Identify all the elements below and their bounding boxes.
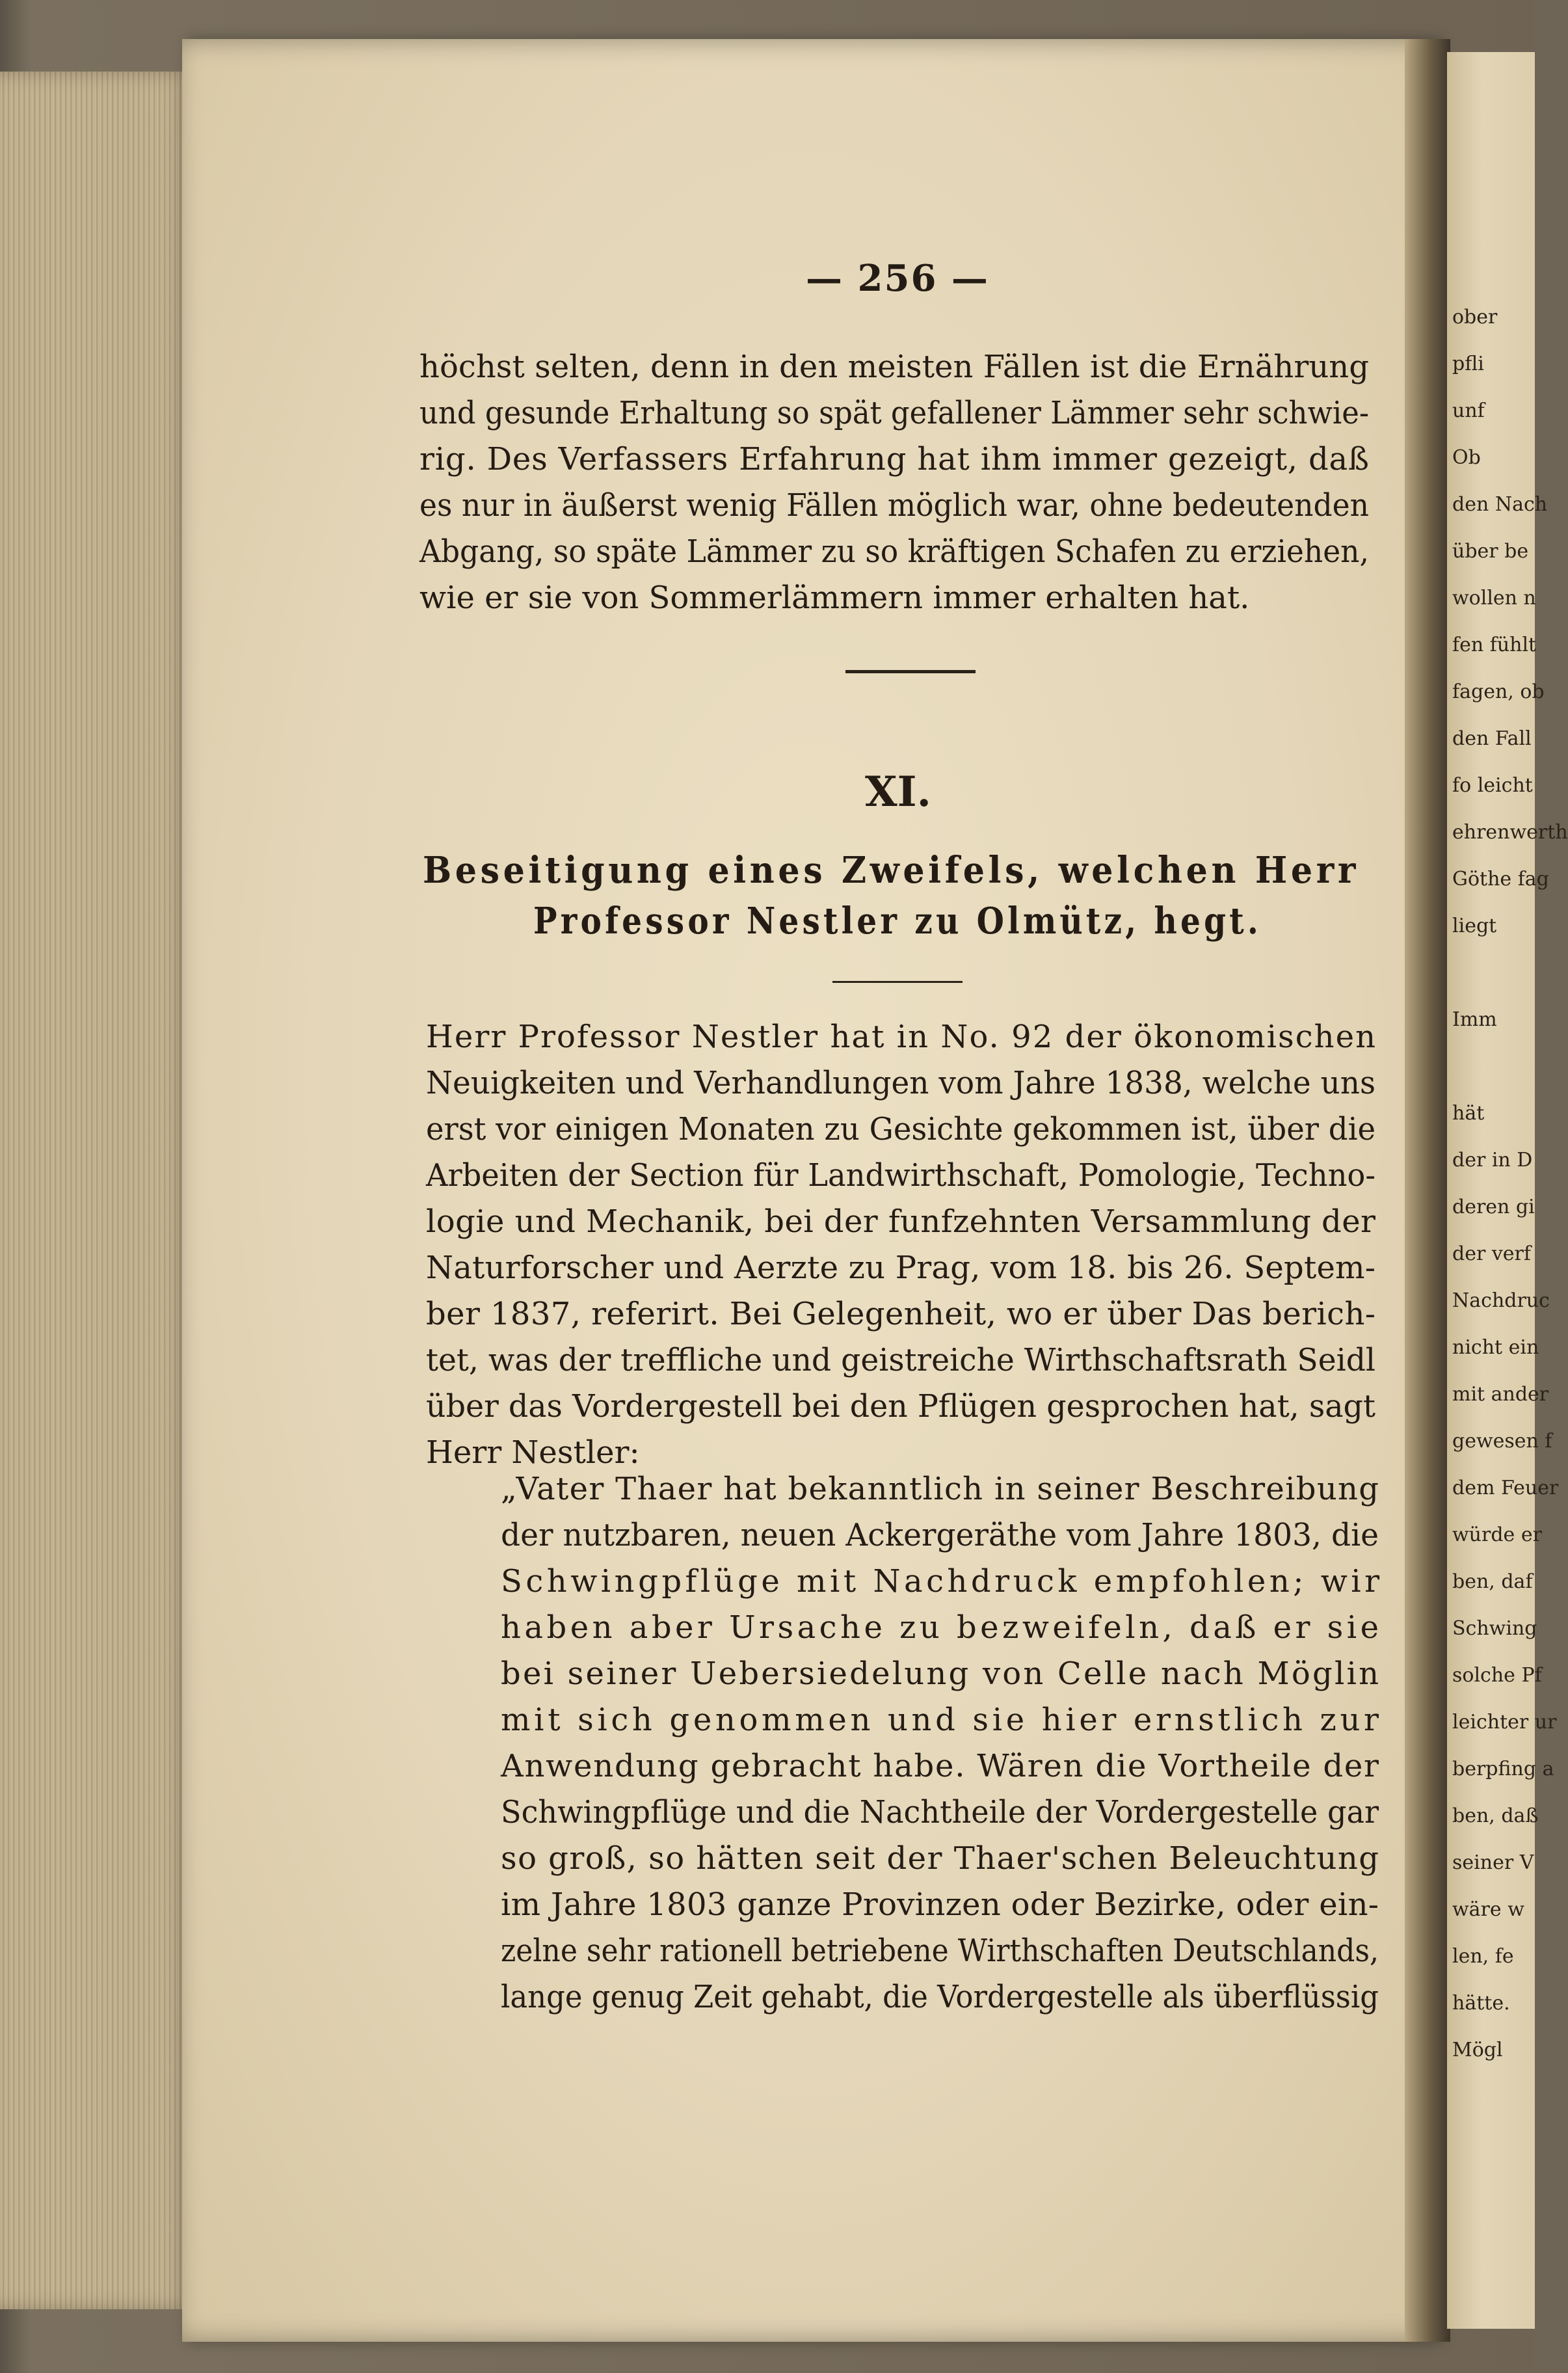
- quote-line: „Vater Thaer hat bekanntlich in seiner Beschreibung: [501, 1471, 1380, 1507]
- next-page-fragment: Schwing: [1452, 1617, 1537, 1640]
- quote-line: lange genug Zeit gehabt, die Vordergestelle als überflüssig: [501, 1979, 1379, 2015]
- quote-line: Anwendung gebracht habe. Wären die Vortheile der: [501, 1748, 1380, 1784]
- section-title-line: Beseitigung eines Zweifels, welchen Herr: [423, 849, 1359, 892]
- next-page-fragment: seiner V: [1452, 1851, 1534, 1874]
- next-page-fragment: den Fall: [1452, 727, 1532, 750]
- quote-line: der nutzbaren, neuen Ackergeräthe vom Jahre 1803, die: [501, 1517, 1379, 1553]
- body-line: Neuigkeiten und Verhandlungen vom Jahre 1838, welche uns: [426, 1065, 1375, 1101]
- next-page-fragment: wäre w: [1452, 1898, 1524, 1921]
- next-page-fragment: Göthe fag: [1452, 868, 1549, 891]
- next-page-fragment: dem Feuer: [1452, 1477, 1559, 1499]
- next-page-fragment: ehrenwerth: [1452, 821, 1568, 844]
- intro-line: rig. Des Verfassers Erfahrung hat ihm immer gezeigt, daß: [419, 441, 1370, 477]
- next-page-fragment: mit ander: [1452, 1383, 1549, 1406]
- next-page-fragment: der verf: [1452, 1242, 1531, 1265]
- body-line: logie und Mechanik, bei der funfzehnten Versammlung der: [426, 1203, 1376, 1240]
- next-page-fragment: liegt: [1452, 915, 1497, 937]
- next-page-fragment: ben, daf: [1452, 1570, 1533, 1593]
- intro-line: und gesunde Erhaltung so spät gefallener Lämmer sehr schwie-: [419, 395, 1369, 431]
- section-number: XI.: [865, 768, 931, 816]
- next-page-fragment: ober: [1452, 306, 1498, 328]
- next-page-fragment: leichter ur: [1452, 1711, 1557, 1734]
- quote-line: mit sich genommen und sie hier ernstlich zur: [501, 1702, 1383, 1738]
- next-page-margin: [1447, 52, 1568, 2329]
- next-page-fragment: über be: [1452, 540, 1529, 563]
- next-page-fragment: ben, daß: [1452, 1804, 1539, 1827]
- next-page-fragment: hät: [1452, 1102, 1485, 1125]
- section-divider-bottom: [832, 981, 963, 983]
- quote-line: zelne sehr rationell betriebene Wirthschaften Deutschlands,: [501, 1933, 1379, 1969]
- quote-line: Schwingpflüge und die Nachtheile der Vordergestelle gar: [501, 1794, 1379, 1830]
- next-page-fragment: solche Pf: [1452, 1664, 1542, 1687]
- section-title-line: Professor Nestler zu Olmütz, hegt.: [533, 900, 1262, 943]
- left-page-edges: [0, 72, 195, 2309]
- next-page-fragment: gewesen f: [1452, 1430, 1552, 1453]
- intro-line: Abgang, so späte Lämmer zu so kräftigen Schafen zu erziehen,: [419, 533, 1369, 570]
- next-page-fragment: Nachdruc: [1452, 1289, 1550, 1312]
- next-page-fragment: Mögl: [1452, 2039, 1503, 2061]
- body-line: über das Vordergestell bei den Pflügen gesprochen hat, sagt: [426, 1388, 1375, 1425]
- next-page-fragment: der in D: [1452, 1149, 1533, 1172]
- book-gutter: [1405, 39, 1450, 2342]
- intro-line: höchst selten, denn in den meisten Fällen ist die Ernährung: [419, 349, 1370, 385]
- next-page-fragment: berpfing a: [1452, 1758, 1554, 1780]
- next-page-fragment: Imm: [1452, 1008, 1497, 1031]
- body-line: Naturforscher und Aerzte zu Prag, vom 18. bis 26. Septem-: [426, 1250, 1376, 1286]
- body-line: Herr Professor Nestler hat in No. 92 der ökonomischen: [426, 1019, 1377, 1055]
- next-page-fragment: fo leicht: [1452, 774, 1533, 797]
- body-line: erst vor einigen Monaten zu Gesichte gekommen ist, über die: [426, 1111, 1375, 1147]
- body-line: Arbeiten der Section für Landwirthschaft, Pomologie, Techno-: [426, 1157, 1375, 1194]
- quote-line: Schwingpflüge mit Nachdruck empfohlen; wir: [501, 1563, 1383, 1600]
- next-page-fragment: unf: [1452, 399, 1485, 422]
- next-page-fragment: wollen n: [1452, 587, 1536, 610]
- quote-line: haben aber Ursache zu bezweifeln, daß er sie: [501, 1609, 1383, 1646]
- quote-line: im Jahre 1803 ganze Provinzen oder Bezirke, oder ein-: [501, 1886, 1379, 1923]
- body-line: Herr Nestler:: [426, 1434, 640, 1471]
- next-page-fragment: deren gi: [1452, 1196, 1535, 1218]
- next-page-fragment: fen fühlt: [1452, 634, 1537, 656]
- section-divider-top: [845, 670, 976, 673]
- intro-line: es nur in äußerst wenig Fällen möglich war, ohne bedeutenden: [419, 487, 1369, 524]
- next-page-fragment: würde er: [1452, 1523, 1542, 1546]
- next-page-fragment: hätte.: [1452, 1992, 1510, 2015]
- body-line: tet, was der treffliche und geistreiche Wirthschaftsrath Seidl: [426, 1342, 1375, 1378]
- page-number: — 256 —: [806, 257, 989, 300]
- next-page-fragment: nicht ein: [1452, 1336, 1539, 1359]
- next-page-fragment: den Nach: [1452, 493, 1548, 516]
- next-page-fragment: fagen, ob: [1452, 680, 1545, 703]
- next-page-fragment: len, fe: [1452, 1945, 1514, 1968]
- quote-line: bei seiner Uebersiedelung von Celle nach Möglin: [501, 1656, 1381, 1692]
- body-line: ber 1837, referirt. Bei Gelegenheit, wo er über Das berich-: [426, 1296, 1376, 1332]
- next-page-fragment: pfli: [1452, 353, 1484, 375]
- intro-line: wie er sie von Sommerlämmern immer erhalten hat.: [419, 580, 1250, 616]
- next-page-fragment: Ob: [1452, 446, 1481, 469]
- quote-line: so groß, so hätten seit der Thaer'schen Beleuchtung: [501, 1840, 1380, 1877]
